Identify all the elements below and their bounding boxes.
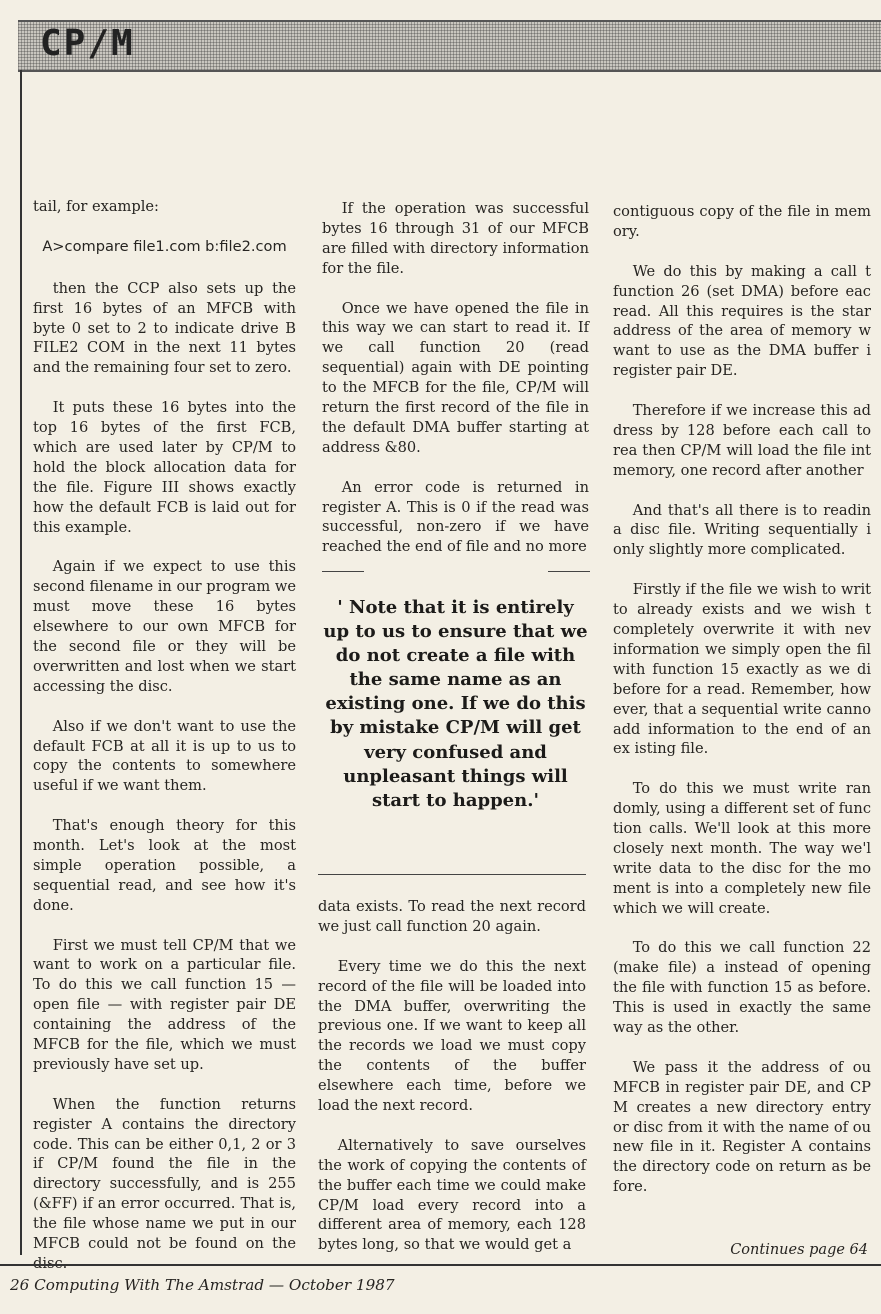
paragraph: To do this we call function 22 (make file) a instead of opening the file with function 15 as before. This is used in exactly the same way as the other. [613, 939, 871, 1037]
column-3 [613, 202, 871, 1217]
command-example: A>compare file1.com b:file2.com [42, 237, 287, 255]
paragraph: It puts these 16 bytes into the top 16 bytes of the first FCB, which are used later by CP/M to hold the block allocation data for the file. Figure III shows exactly how the default FCB is laid out for this example. [33, 399, 296, 536]
paragraph: We pass it the address of ou MFCB in register pair DE, and CP M creates a new directory entry or disc from it with the name of ou new file in it. Register A contains the directory code on return as be fore. [613, 1058, 871, 1196]
column-2 [322, 199, 589, 577]
column-2-continued [318, 897, 586, 1275]
paragraph: data exists. To read the next record we just call function 20 again. [318, 898, 586, 935]
paragraph: Also if we don't want to use the default FCB at all it is up to us to copy the contents to somewhere useful if we want them. [33, 717, 296, 795]
section-title: CP/M [40, 23, 135, 64]
paragraph: To do this we must write ran domly, using a different set of func tion calls. We'll look at this more closely next month. The way we'l write data to the disc for the mo ment is into a completely new file which we will create. [613, 780, 871, 917]
paragraph: And that's all there is to readin a disc file. Writing sequentially i only slightly more complicated. [613, 501, 871, 559]
paragraph: contiguous copy of the file in mem ory. [613, 203, 871, 240]
paragraph: First we must tell CP/M that we want to work on a particular file. To do this we call function 15 — open file — with register pair DE containing the address of the MFCB for the file, which we must previously have set up. [33, 936, 296, 1073]
paragraph: Every time we do this the next record of the file will be loaded into the DMA buffer, overwriting the previous one. If we want to keep all the records we load we must copy the contents of the buffer elsewhere each time, before we load the next record. [318, 957, 586, 1115]
paragraph: That's enough theory for this month. Let's look at the most simple operation possible, a sequential read, and see how it's done. [33, 817, 296, 914]
paragraph: Therefore if we increase this ad dress by 128 before each call to rea then CP/M will load the file int memory, one record after another [613, 402, 871, 479]
paragraph: When the function returns register A contains the directory code. This can be either 0,1, 2 or 3 if CP/M found the file in the directory successfully, and is 255 (&FF) if an error occurred. That is, the file whose name we put in our MFCB could not be found on the [33, 1095, 296, 1253]
pullquote-top-rule-left [322, 571, 364, 572]
paragraph: then the CCP also sets up the first 16 bytes of an MFCB with byte 0 set to 2 to indicate drive B FILE2 COM in the next 11 bytes and the remaining four set to zero. [33, 279, 296, 377]
page-footer: 26 Computing With The Amstrad — October 1987 [10, 1276, 395, 1294]
paragraph: An error code is returned in register A. This is 0 if the read was successful, non-zero if we have reached the end of file and no more [322, 478, 589, 556]
paragraph: tail, for example: [33, 198, 159, 215]
paragraph: We do this by making a call t function 26 (set DMA) before eac read. All this requires is the star address of the area of memory w want to use as the DMA buffer i register pair DE. [613, 262, 871, 380]
paragraph: Firstly if the file we wish to writ to already exists and we wish t completely overwrite it with nev information we simply open the fil with function 15 exactly as we di before for a read. Remember, how ever, that a sequential write canno add information to the end of an ex isting file. [613, 581, 871, 758]
paragraph: If the operation was successful bytes 16 through 31 of our MFCB are filled with directory information for the file. [322, 200, 589, 277]
column-1 [33, 197, 296, 1294]
pull-quote: ' Note that it is entirely up to us to ensure that we do not create a file with the same name as an existing one. If we do this by mistake CP/M will get very confused and unpleasant things will start to happen.' [323, 597, 588, 811]
continues-link: Continues page 64 [730, 1242, 868, 1258]
paragraph: Once we have opened the file in this way we can start to read it. If we call function 20 (read sequential) again with DE pointing to the MFCB for the file, CP/M will return the first record of the file in the default DMA buffer starting at address &80. [322, 299, 589, 456]
paragraph: Alternatively to save ourselves the work of copying the contents of the buffer each time we could make CP/M load every record into a different area of memory, each 128 bytes long, so that we would get a [318, 1136, 586, 1254]
paragraph: Again if we expect to use this second filename in our program we must move these 16 bytes elsewhere to our own MFCB for the second file or they will be overwritten and lost when we start accessing the disc. [33, 558, 296, 695]
page-frame-line [20, 70, 22, 1255]
footer-rule [0, 1264, 881, 1266]
pullquote-bottom-rule [318, 874, 586, 875]
pullquote-top-rule-right [548, 571, 590, 572]
header-band [18, 20, 881, 72]
